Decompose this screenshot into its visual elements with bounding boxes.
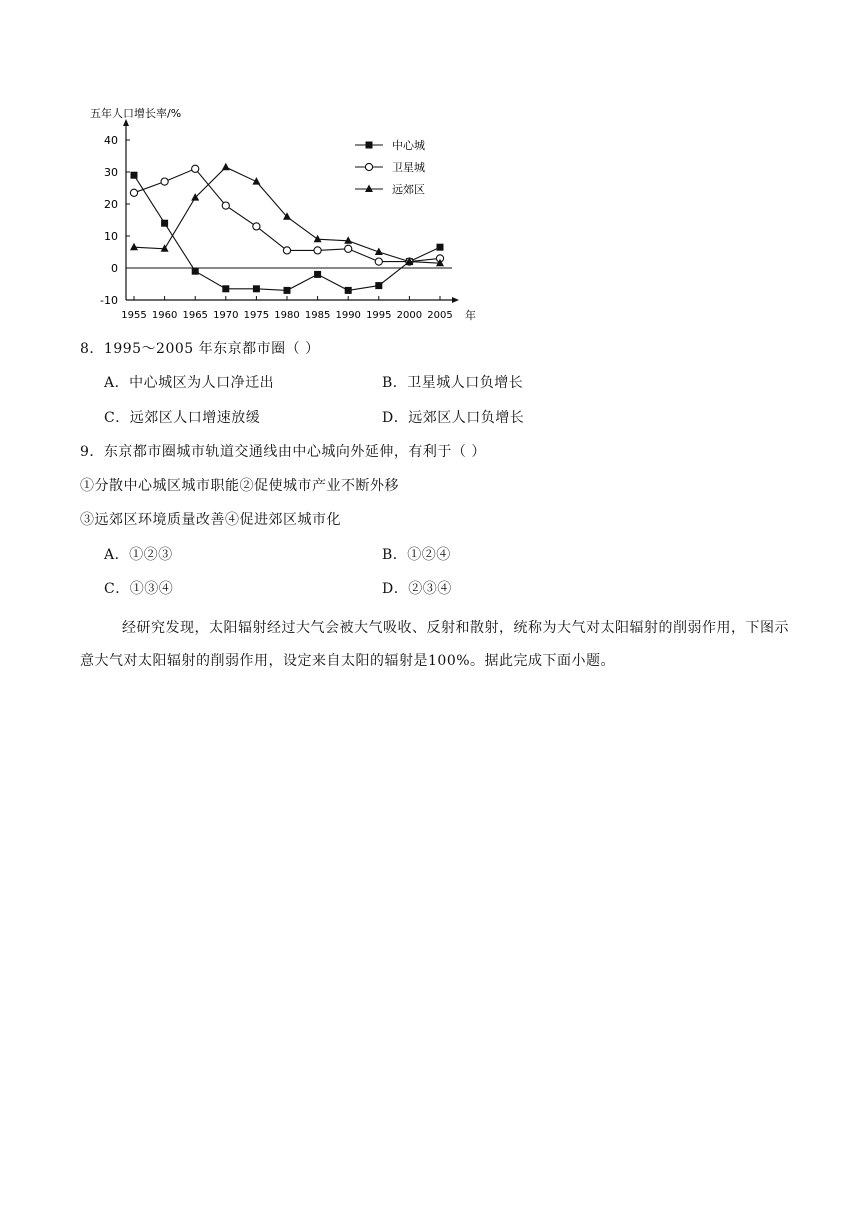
x-axis-arrow bbox=[452, 297, 459, 303]
square-marker bbox=[437, 244, 444, 251]
legend-label: 远郊区 bbox=[392, 183, 425, 196]
question-9-statements-2: ③远郊区环境质量改善④促进郊区城市化 bbox=[80, 512, 341, 528]
circle-marker bbox=[130, 189, 137, 196]
triangle-marker bbox=[344, 236, 352, 244]
y-axis-label: 五年人口增长率/% bbox=[90, 107, 182, 120]
question-9-option-d: D．②③④ bbox=[382, 581, 452, 597]
x-tick-label: 1985 bbox=[304, 310, 331, 321]
legend-label: 中心城 bbox=[392, 139, 425, 152]
y-tick-label: 10 bbox=[104, 230, 118, 243]
question-8-stem: 8．1995～2005 年东京都市圈（ ） bbox=[80, 341, 320, 357]
square-marker bbox=[375, 282, 382, 289]
question-9-option-c: C．①③④ bbox=[104, 581, 174, 597]
circle-marker bbox=[345, 245, 352, 252]
square-marker bbox=[131, 172, 138, 179]
question-9-option-a: A．①②③ bbox=[104, 547, 173, 563]
square-marker bbox=[161, 220, 168, 227]
circle-marker bbox=[314, 247, 321, 254]
x-axis-label: 年 bbox=[465, 309, 476, 322]
triangle-marker bbox=[314, 235, 322, 243]
population-growth-line-chart bbox=[70, 95, 490, 325]
chart-legend bbox=[355, 138, 425, 196]
triangle-marker bbox=[130, 243, 138, 251]
circle-marker bbox=[365, 163, 372, 170]
square-marker bbox=[314, 271, 321, 278]
x-tick-label: 1970 bbox=[213, 310, 239, 321]
x-tick-label: 2005 bbox=[427, 310, 453, 321]
question-8-option-c: C．远郊区人口增速放缓 bbox=[104, 410, 261, 426]
square-marker bbox=[222, 285, 229, 292]
legend-label: 卫星城 bbox=[392, 161, 425, 174]
x-tick-label: 1980 bbox=[274, 310, 300, 321]
question-9-statements-1: ①分散中心城区城市职能②促使城市产业不断外移 bbox=[80, 478, 399, 494]
x-tick-label: 1975 bbox=[243, 310, 270, 321]
y-tick-label: 20 bbox=[104, 198, 118, 211]
square-marker bbox=[345, 287, 352, 294]
y-tick-label: 0 bbox=[111, 262, 118, 275]
x-tick-label: 1955 bbox=[121, 310, 147, 321]
x-tick-label: 1990 bbox=[335, 310, 361, 321]
question-9-stem: 9．东京都市圈城市轨道交通线由中心城向外延伸，有利于（ ） bbox=[80, 444, 486, 460]
y-tick-label: 40 bbox=[104, 134, 118, 147]
x-tick-label: 1995 bbox=[366, 310, 392, 321]
triangle-marker bbox=[161, 244, 169, 252]
question-8-option-d: D．远郊区人口负增长 bbox=[382, 410, 525, 426]
question-8-option-a: A．中心城区为人口净迁出 bbox=[104, 375, 275, 391]
question-8-option-b: B．卫星城人口负增长 bbox=[382, 375, 524, 391]
circle-marker bbox=[222, 202, 229, 209]
square-marker bbox=[192, 268, 199, 275]
circle-marker bbox=[161, 178, 168, 185]
y-axis-arrow bbox=[123, 119, 129, 126]
x-tick-label: 2000 bbox=[396, 310, 423, 321]
square-marker bbox=[253, 285, 260, 292]
square-marker bbox=[366, 142, 373, 149]
square-marker bbox=[284, 287, 291, 294]
circle-marker bbox=[283, 247, 290, 254]
circle-marker bbox=[253, 223, 260, 230]
circle-marker bbox=[375, 258, 382, 265]
passage-text: 经研究发现，太阳辐射经过大气会被大气吸收、反射和散射，统称为大气对太阳辐射的削弱作用，下图示意大气对太阳辐射的削弱作用，设定来自太阳的辐射是100%。据此完成下面小题。 bbox=[80, 620, 789, 669]
triangle-marker bbox=[222, 163, 230, 171]
y-tick-label: 30 bbox=[104, 166, 118, 179]
question-9-option-b: B．①②④ bbox=[382, 547, 451, 563]
triangle-marker bbox=[365, 185, 373, 193]
x-tick-label: 1965 bbox=[182, 310, 208, 321]
circle-marker bbox=[192, 165, 199, 172]
y-tick-label: -10 bbox=[100, 294, 118, 307]
x-tick-label: 1960 bbox=[151, 310, 178, 321]
